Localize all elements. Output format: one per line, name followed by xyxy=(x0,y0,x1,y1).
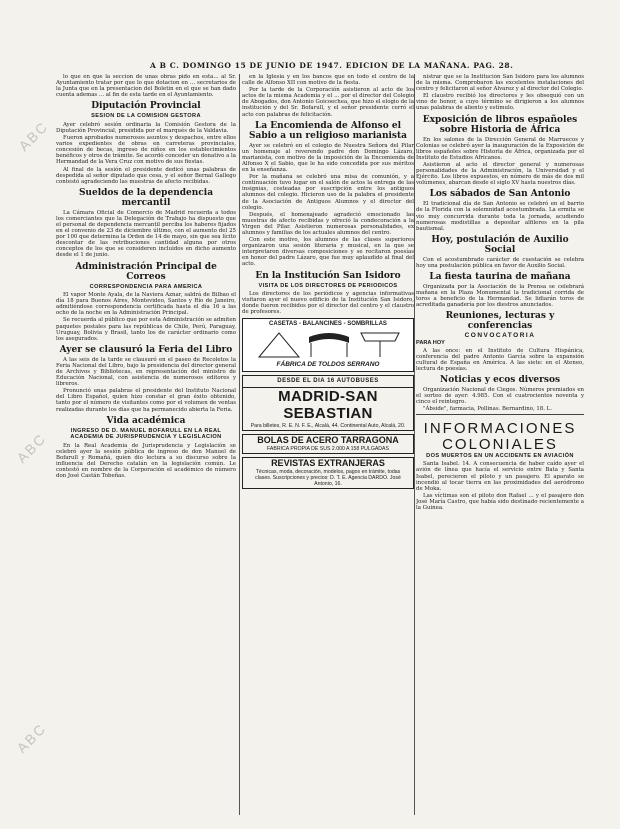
article-text: Después, el homenajeado agradeció emocionado las muestras de afecto recibidas y ofreció la condecoración a la Virgen del Pilar. Asistieron numerosas personalidades, ex alumnos y familias de los actuales alumnos del centro. xyxy=(242,211,414,236)
ad-title: MADRID-SAN SEBASTIAN xyxy=(278,387,378,422)
subheadline: VISITA DE LOS DIRECTORES DE PERIODICOS xyxy=(258,282,398,289)
ad-text: Para billetes, R. E. N. F. E., Alcalá, 44. Continental Auto, Alcalá, 20. xyxy=(250,422,406,429)
article-text: La Cámara Oficial de Comercio de Madrid recuerda a todos los comerciantes que la Delegación de Trabajo ha dispuesto que el personal de dependencia mercantil perciba los haberes fijados en el convenio de 23 de diciembre último, con el aumento del 25 por 100 que determina la Orden de 14 de mayo, sin que sea lícito descontar de las retribuciones cantidad alguna por otros conceptos de los que se consideren incluidos en dicho aumento desde el 1 de junio. xyxy=(56,209,236,259)
advertisement-autobuses xyxy=(242,375,414,430)
article-text: Con el acostumbrado carácter de cuestación se celebra hoy una postulación pública en favor de Auxilio Social. xyxy=(416,256,584,269)
ad-heading: DESDE EL DIA 16 AUTOBUSES xyxy=(243,376,413,387)
headline: Sueldos de la dependencia mercantil xyxy=(78,187,214,208)
article-text: Organización Nacional de Ciegos. Números premiados en el sorteo de ayer: 4.985. Con el cuatrocientos noventa y cinco el reintegro. xyxy=(416,386,584,406)
article-text: El claustro recibió los directores y les obsequió con un vino de honor, a cuyo término se dirigieron a los alumnos unas palabras de aliento y estímulo. xyxy=(416,93,584,112)
article-text: En la Real Academia de Jurisprudencia y Legislación se celebró ayer la sesión pública de ingreso de don Manuel de Bofarull y Romañá, quien dio lectura a su discurso sobre la influencia del Derecho catalán en la legislación común. Le contestó en nombre de la Corporación el académico de número don José Castán Tobeñas. xyxy=(56,442,236,480)
column-3 xyxy=(416,74,584,815)
section-banner: INFORMACIONES COLONIALES xyxy=(423,420,577,454)
headline: La fiesta taurina de mañana xyxy=(429,271,571,282)
article-text: Los directores de los periódicos y agencias informativas visitaron ayer el nuevo edificio de la Institución San Isidoro, donde fueron recibidos por el director del centro y el claustro de profesores. xyxy=(242,291,414,316)
advertisement-bolas xyxy=(242,434,414,454)
article-text: Las víctimas son el piloto don Rafael ... y el pasajero don José María Castro, que había sido destinado recientemente a la Guinea. xyxy=(416,492,584,512)
article-text: Fueron aprobados numerosos asuntos y despachos, entre ellos varios expedientes de obras en carreteras provinciales, concesión de becas, ingreso de niños en los establecimientos benéficos y otros de trámite. Se acordó conceder un donativo a la Hermandad de la Vera Cruz con motivo de sus fiestas. xyxy=(56,135,236,166)
column-1 xyxy=(56,74,236,815)
article-text: El tradicional día de San Antonio se celebró en el barrio de la Florida con la solemnidad acostumbrada. La ermita se vio muy concurrida durante toda la jornada, acudiendo numerosas modistillas a depositar alfileres en la pila bautismal. xyxy=(416,201,584,232)
article-text: Se recuerda al público que por esta Administración se admiten paquetes postales para las repúblicas de Chile, Perú, Paraguay, Uruguay, Bolivia y Brasil, tanto los de carácter ordinario como los asegurados. xyxy=(56,317,236,342)
article-text: A las once: en el Instituto de Cultura Hispánica, conferencia del padre Antonio García sobre la expansión cultural de España en América. A las siete: en el Ateneo, lectura de poesías. xyxy=(416,347,584,372)
convocatoria-label: CONVOCATORIA xyxy=(464,332,536,340)
subheadline: SESION DE LA COMISION GESTORA xyxy=(91,113,201,120)
advertisement-toldos xyxy=(242,318,414,372)
headline: La Encomienda de Alfonso el Sabio a un religioso marianista xyxy=(249,120,407,141)
article-text: en la Iglesia y en los bancos que en todo el centro de la calle de Alfonso XII con motivo de la fiesta. xyxy=(242,74,414,87)
article-text: Al final de la sesión el presidente dedicó unas palabras de despedida al señor diputado que cesa, y el señor Bernal Gallego contestó agradeciendo las muestras de afecto recibidas. xyxy=(56,166,236,185)
watermark: ABC xyxy=(15,118,52,154)
headline: Diputación Provincial xyxy=(91,101,201,112)
headline: Administración Principal de Correos xyxy=(75,261,217,282)
divider xyxy=(416,414,584,415)
article-text: A las seis de la tarde se clausuró en el paseo de Recoletos la Feria Nacional del Libro, bajo la presidencia del director general de Archivos y Bibliotecas, en representación del ministro de Educación Nacional, con asistencia de numerosos editores y libreros. xyxy=(56,356,236,388)
headline: En la Institución San Isidoro xyxy=(255,270,401,281)
ad-heading: CASETAS - BALANCINES - SOMBRILLAS xyxy=(269,321,387,328)
article-text: Ayer se celebró en el colegio de Nuestra Señora del Pilar un homenaje al reverendo padre don Domingo Lázaro, marianista, con motivo de la imposición de la Encomienda de Alfonso X el Sabio, que le ha sido concedida por sus méritos en la enseñanza. xyxy=(242,142,414,174)
article-text: El vapor Monte Ayala, de la Naviera Aznar, saldrá de Bilbao el día 18 para Buenos Aires, Montevideo, Santos y Río de Janeiro, admitiéndose correspondencia certificada hasta el día 16 a las ocho de la noche en la Administración Principal. xyxy=(56,292,236,317)
subheadline: INGRESO DE D. MANUEL BOFARULL EN LA REAL ACADEMIA DE JURISPRUDENCIA Y LEGISLACION xyxy=(70,427,222,441)
article-text: En los salones de la Dirección General de Marruecos y Colonias se celebró ayer la inauguración de la Exposición de libros españoles sobre Historia de África, organizada por el Instituto de Estudios Africanos. xyxy=(416,136,584,161)
headline: Exposición de libros españoles sobre Historia de África xyxy=(422,114,578,135)
watermark: ABC xyxy=(13,720,50,756)
article-text: Asistieron al acto el director general y numerosas personalidades de la Administración, la Universidad y el Ejército. Los libros expuestos, en número de más de dos mil volúmenes, abarcan desde el siglo XV hasta nuestros días. xyxy=(416,161,584,187)
article-text: Pronunció unas palabras el presidente del Instituto Nacional del Libro Español, quien hizo constar el gran éxito obtenido, tanto por el número de visitantes como por el volumen de ventas realizadas durante los días que ha permanecido abierta la Feria. xyxy=(56,388,236,413)
awning-illustration xyxy=(243,319,413,371)
ad-text: Técnicas, moda, decoración, modelos, pagos en trámite, todas clases. Suscripciones y precios: D. T. E. Agencia DARDO. José Antonio, 16. xyxy=(255,468,401,487)
column-2 xyxy=(242,74,414,815)
ad-brand: FÁBRICA DE TOLDOS SERRANO xyxy=(276,361,380,369)
ad-text: FABRICA PROPIA DE SUS 2.000 A 158 PULGADAS xyxy=(267,445,389,452)
article-text: Ayer celebró sesión ordinaria la Comisión Gestora de la Diputación Provincial, presidida por el marqués de la Valdavia. xyxy=(56,121,236,134)
headline: Noticias y ecos diversos xyxy=(439,374,561,385)
subheadline: PARA HOY xyxy=(416,340,445,347)
ad-title: BOLAS DE ACERO TARRAGONA xyxy=(257,434,399,445)
subheadline: CORRESPONDENCIA PARA AMERICA xyxy=(89,283,203,290)
article-text: "Ábside", farmacia, Pollinas. Bernardino, 18. L. xyxy=(423,406,552,413)
watermark: ABC xyxy=(13,430,50,466)
page-header: A B C. DOMINGO 15 DE JUNIO DE 1947. EDICION DE LA MAÑANA. PAG. 28. xyxy=(150,61,514,70)
article-text: lo que en que la seccion de unas obras pido en esta... al Sr. Ayuntamiento tratar por que lo que dotacion en ... secretarios de la Junta que en la presentacion del Boletin en el que se han dado cuenta ademas ... al fin de esta tarde en el Ayuntamiento. xyxy=(56,74,236,99)
article-text: Santa Isabel. 14. A consecuencia de haber caído ayer el avión de línea que hacía el servicio entre Bata y Santa Isabel, perecieron el piloto y un pasajero. El aparato se incendió al tocar tierra en las proximidades del aeródromo de Moka. xyxy=(416,461,584,492)
headline: Los sábados de San Antonio xyxy=(429,189,571,200)
column-rule xyxy=(239,74,240,815)
subheadline: DOS MUERTOS EN UN ACCIDENTE EN AVIACIÓN xyxy=(426,453,574,460)
ad-title: REVISTAS EXTRANJERAS xyxy=(271,457,385,468)
headline: Ayer se clausuró la Feria del Libro xyxy=(59,344,233,355)
article-text: Organizada por la Asociación de la Prensa se celebrará mañana en la Plaza Monumental la tradicional corrida de toros a beneficio de la Hermandad. Se lidiarán toros de acreditada ganadería por los diestros anunciados. xyxy=(416,283,584,309)
article-text: Con este motivo, los alumnos de las clases superiores organizaron una sesión literaria y musical, en la que se interpretaron diversas composiciones y se recitaron poesías en honor del padre Lázaro, que fue muy aplaudido al final del acto. xyxy=(242,237,414,268)
advertisement-revistas xyxy=(242,457,414,489)
article-text: Por la tarde de la Corporación asistieron al acto de los actos de la misma Academia y el ... por el director del Colegio de Abogados, don Antonio Goicoechea, que hizo el elogio de la institución y del Sr. Bofarull, y el señor presidente cerró el acto con palabras de felicitación. xyxy=(242,87,414,118)
headline: Vida académica xyxy=(106,415,186,426)
headline: Hoy, postulación de Auxilio Social xyxy=(431,234,569,255)
article-text: Por la mañana se celebró una misa de comunión, y a continuación tuvo lugar en el salón de actos la entrega de las insignias, costeadas por suscripción entre los antiguos alumnos del colegio. Hicieron uso de la palabra el presidente de la Asociación de Antiguos Alumnos y el director del colegio. xyxy=(242,174,414,211)
column-rule xyxy=(414,74,415,815)
headline: Reuniones, lecturas y conferencias xyxy=(445,311,555,332)
article-text: nistrar que se la Institución San Isidoro para los alumnos de la misma. Comprobaron las excelentes instalaciones del centro y felicitaron al señor Alvarez y al director del Colegio. xyxy=(416,74,584,93)
awning-icon xyxy=(249,329,409,359)
